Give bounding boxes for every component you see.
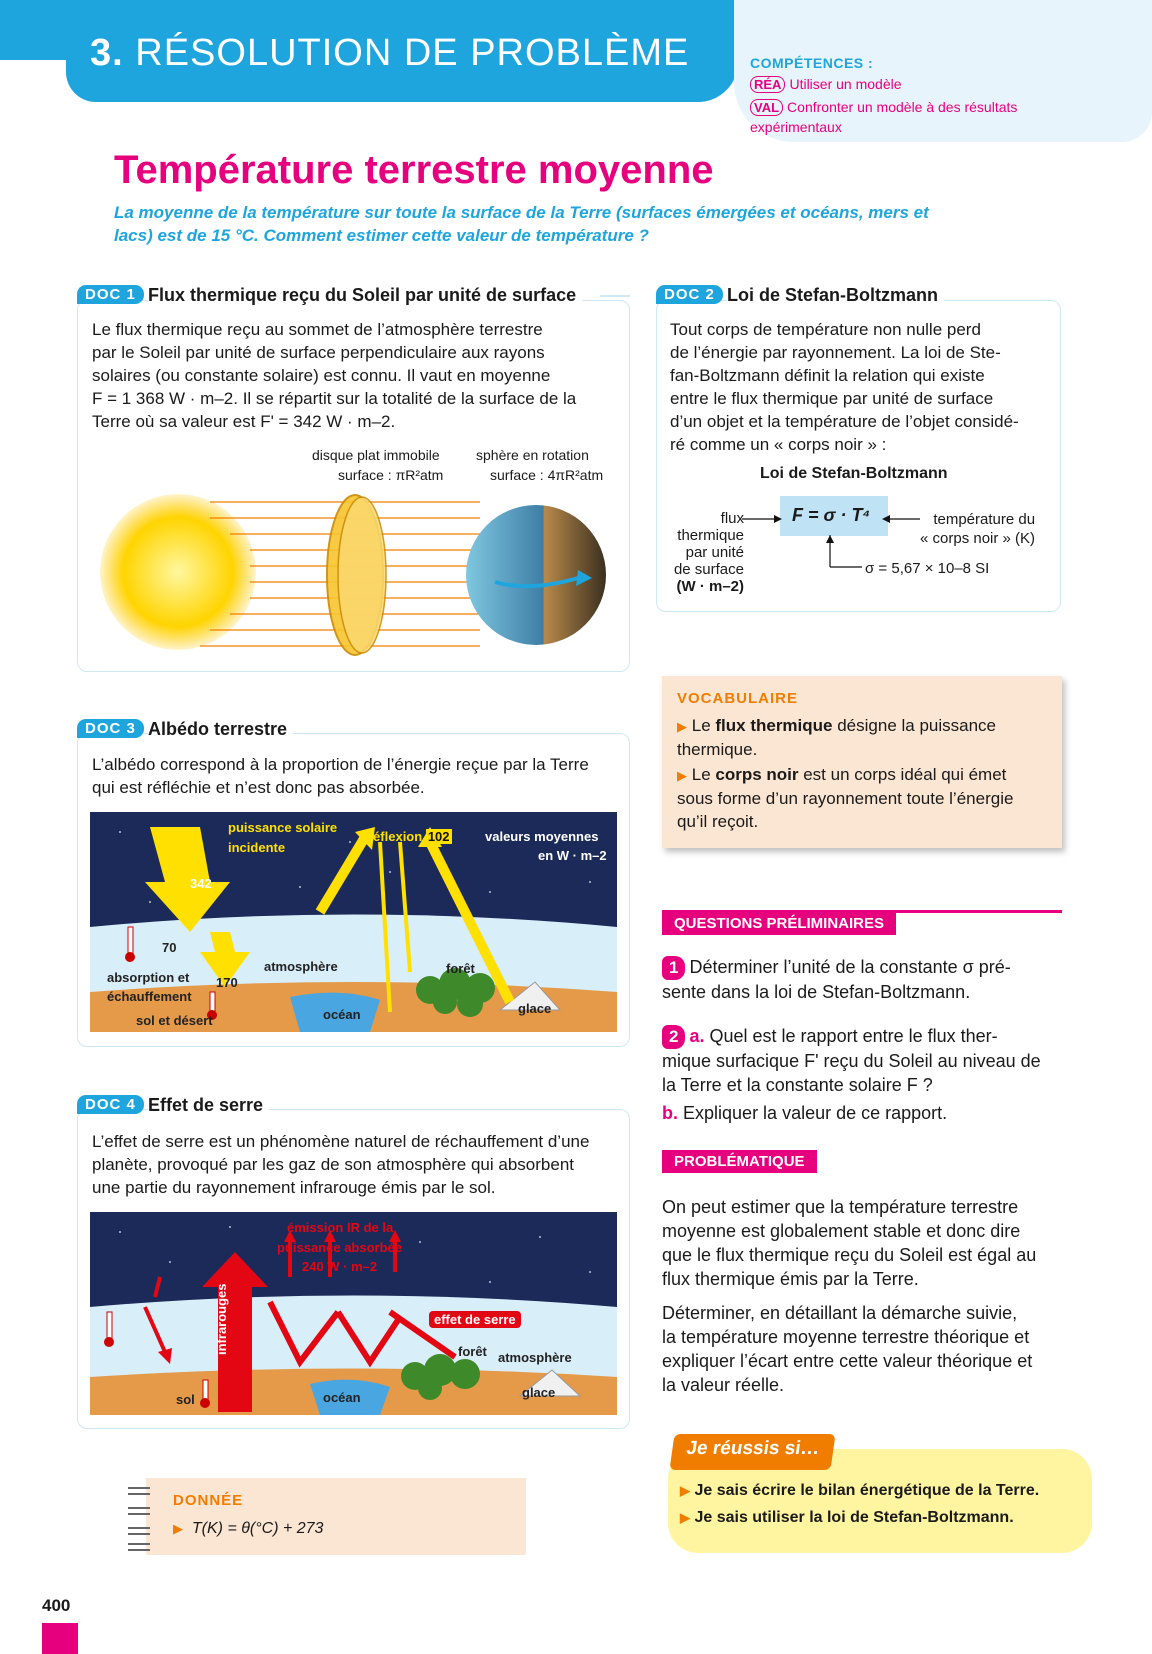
foret-label: forêt bbox=[446, 961, 475, 976]
doc3-title: Albédo terrestre bbox=[148, 719, 293, 740]
competences-label: COMPÉTENCES : bbox=[750, 55, 874, 71]
doc3-tag: DOC 3 bbox=[77, 719, 144, 738]
reussis-tag: Je réussis si… bbox=[669, 1434, 835, 1470]
label-disk-surface: surface : πR²atm bbox=[338, 467, 444, 483]
page-number: 400 bbox=[42, 1596, 71, 1615]
problematique-text-1: On peut estimer que la température terrestre moyenne est globalement stable et donc dire que le flux thermique reçu du Soleil est égal au flux thermique émis par la Terre. bbox=[662, 1197, 1037, 1289]
doc3-text: L’albédo correspond à la proportion de l’énergie reçue par la Terre qui est réfléchie et n’est donc pas absorbée. bbox=[92, 755, 589, 797]
doc4-tag: DOC 4 bbox=[77, 1095, 144, 1114]
questions-heading: QUESTIONS PRÉLIMINAIRES bbox=[662, 912, 896, 935]
spiral-binding-icon bbox=[126, 1482, 152, 1554]
label-disk: disque plat immobile bbox=[312, 447, 440, 463]
donnee-box bbox=[146, 1478, 526, 1555]
foret-label-4: forêt bbox=[458, 1344, 487, 1359]
doc2-text: Tout corps de température non nulle perd de l’énergie par rayonnement. La loi de Ste- fan-Boltzmann définit la relation qui existe entre le flux thermique par unité de surface d’un objet et la température de l’objet considé- ré comme un « corps noir » : bbox=[670, 320, 1019, 454]
value-342: 342 bbox=[190, 876, 212, 891]
absorption-label: absorption et bbox=[107, 970, 190, 985]
reflexion-label: réflexion 102 bbox=[368, 829, 450, 844]
absorption-label-2: échauffement bbox=[107, 989, 192, 1004]
vocabulary-item-1: ▶ Le flux thermique désigne la puissance thermique. bbox=[677, 716, 997, 759]
emission-label: émission IR de la bbox=[287, 1220, 394, 1235]
competence-val: VAL Confronter un modèle à des résultats bbox=[750, 99, 1017, 116]
competence-rea: RÉA Utiliser un modèle bbox=[750, 76, 902, 93]
ocean-label-4: océan bbox=[323, 1390, 361, 1405]
formula-arrows bbox=[740, 505, 930, 571]
incident-label: puissance solaire bbox=[228, 820, 338, 835]
doc4-text: L’effet de serre est un phénomène naturel de réchauffement d’une planète, provoqué par les gaz de son atmosphère qui absorbent une partie du rayonnement infrarouge émis par le sol. bbox=[92, 1132, 590, 1197]
doc4-title: Effet de serre bbox=[148, 1095, 269, 1116]
page-title: Température terrestre moyenne bbox=[114, 148, 714, 192]
page-marker bbox=[42, 1623, 78, 1654]
value-70: 70 bbox=[162, 940, 177, 955]
donnee-formula: ▶ T(K) = θ(°C) + 273 bbox=[173, 1520, 324, 1537]
question-2: 2 a. Quel est le rapport entre le flux ther- mique surfacique F' reçu du Soleil au niveau de la Terre et la constante solaire F ? b. Expliquer la valeur de ce rapport. bbox=[662, 1026, 1041, 1123]
competence-val-cont: expérimentaux bbox=[750, 119, 842, 135]
stefan-formula: F = σ · T⁴ bbox=[792, 505, 871, 525]
sol-label: sol et désert bbox=[136, 1013, 213, 1028]
flux-label: flux thermique par unité de surface (W · m–2) bbox=[673, 510, 744, 595]
mean-values-unit: en W · m–2 bbox=[538, 848, 607, 863]
question-1: 1 Déterminer l’unité de la constante σ pré- sente dans la loi de Stefan-Boltzmann. bbox=[662, 957, 1011, 1002]
doc1-tag: DOC 1 bbox=[77, 285, 144, 304]
sun-earth-diagram bbox=[100, 490, 610, 660]
emission-value: 240 W · m–2 bbox=[302, 1259, 378, 1274]
effet-serre-label: effet de serre bbox=[429, 1311, 521, 1328]
donnee-heading: DONNÉE bbox=[173, 1492, 244, 1509]
glace-label: glace bbox=[518, 1001, 552, 1016]
atmosphere-label: atmosphère bbox=[264, 959, 338, 974]
doc1-rule bbox=[600, 295, 630, 297]
temperature-label: température du « corps noir » (K) bbox=[920, 511, 1036, 547]
doc1-title: Flux thermique reçu du Soleil par unité de surface bbox=[148, 285, 582, 306]
law-title: Loi de Stefan-Boltzmann bbox=[760, 465, 948, 482]
emission-label-2: puissance absorbée bbox=[277, 1240, 402, 1255]
mean-values-label: valeurs moyennes bbox=[485, 829, 599, 844]
section-title: 3. RÉSOLUTION DE PROBLÈME bbox=[90, 32, 690, 74]
ocean-label: océan bbox=[323, 1007, 361, 1022]
sol-label-4: sol bbox=[176, 1392, 195, 1407]
doc1-text: Le flux thermique reçu au sommet de l’atmosphère terrestre par le Soleil par unité de surface perpendiculaire aux rayons solaires (ou constante solaire) est connu. Il vaut en moyenne F = 1 368 W · m–2. Il se répartit sur la totalité de la surface de la Terre où sa valeur est F' = 342 W · m–2. bbox=[92, 320, 577, 431]
glace-label-4: glace bbox=[522, 1385, 556, 1400]
incident-label-2: incidente bbox=[228, 840, 286, 855]
problematique-heading: PROBLÉMATIQUE bbox=[662, 1150, 817, 1173]
vocabulary-item-2: ▶ Le corps noir est un corps idéal qui émet sous forme d’un rayonnement toute l’énergie qu’il reçoit. bbox=[677, 765, 1014, 831]
doc2-title: Loi de Stefan-Boltzmann bbox=[727, 285, 944, 306]
value-170: 170 bbox=[216, 975, 238, 990]
label-sphere: sphère en rotation bbox=[476, 447, 589, 463]
infrarouges-label: infrarouges bbox=[214, 1283, 229, 1355]
page-subtitle: La moyenne de la température sur toute la surface de la Terre (surfaces émergées et océans, mers et lacs) est de 15 °C. Comment estimer cette valeur de température ? bbox=[114, 203, 929, 245]
doc2-tag: DOC 2 bbox=[656, 285, 723, 304]
label-sphere-surface: surface : 4πR²atm bbox=[490, 467, 604, 483]
reussis-item-2: ▶ Je sais utiliser la loi de Stefan-Boltzmann. bbox=[680, 1509, 1014, 1526]
sigma-value: σ = 5,67 × 10–8 SI bbox=[865, 560, 990, 577]
vocabulary-heading: VOCABULAIRE bbox=[677, 690, 799, 707]
reussis-item-1: ▶ Je sais écrire le bilan énergétique de la Terre. bbox=[680, 1482, 1040, 1499]
atmosphere-label-4: atmosphère bbox=[498, 1350, 572, 1365]
problematique-text-2: Déterminer, en détaillant la démarche suivie, la température moyenne terrestre théorique et expliquer l’écart entre cette valeur théorique et la valeur réelle. bbox=[662, 1303, 1033, 1395]
vocabulary-box bbox=[662, 676, 1062, 848]
